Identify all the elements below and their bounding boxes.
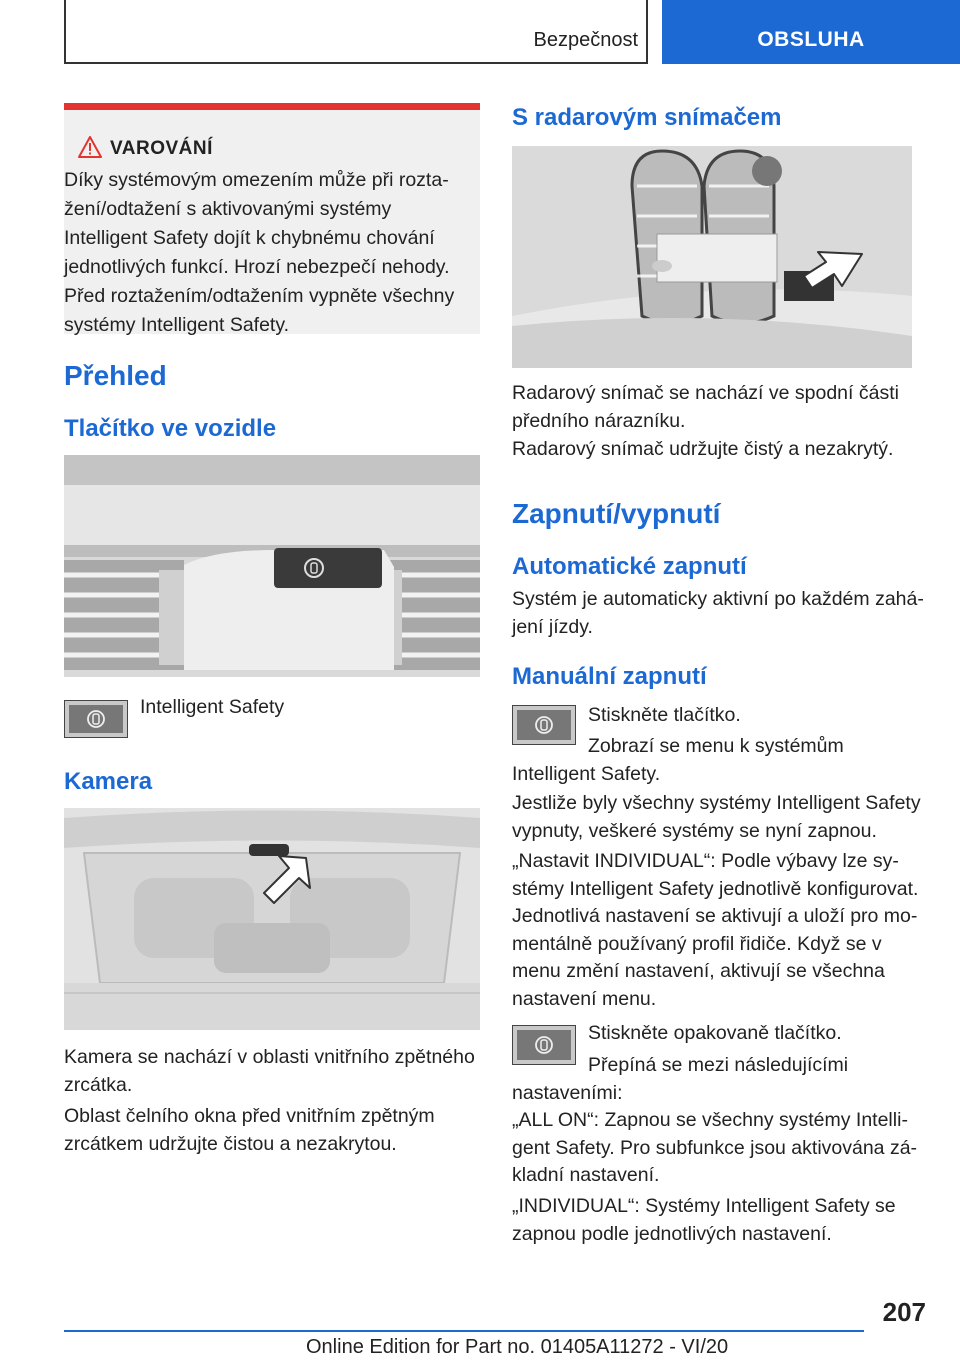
header-bar — [64, 0, 648, 64]
step-1-result: Zobrazí se menu k systémům Intelligent Safety. — [512, 735, 844, 785]
step-2-text: Stiskněte opakovaně tlačítko. — [588, 1022, 842, 1044]
warning-title: VAROVÁNÍ — [110, 138, 213, 159]
heading-radar: S radarovým snímačem — [512, 104, 782, 131]
warning-text: Díky systémovým omezením může při roztažení/odtažení s aktivovanými systémy Intelligent Safety dojít k chybnému chování jednotlivých funkcí. Hrozí nebezpečí nehody. Před roztažením/odtažením vypněte všechny systémy Intelligent Safety. — [64, 169, 455, 336]
footer-edition: Online Edition for Part no. 01405A11272 - VI/20 — [306, 1336, 729, 1358]
chapter-tab — [662, 0, 960, 64]
page-number: 207 — [882, 1297, 926, 1327]
warning-triangle-icon — [78, 136, 102, 158]
heading-tlacitko: Tlačítko ve vozidle — [64, 415, 277, 442]
heading-zapnuti: Zapnutí/vypnutí — [512, 498, 721, 529]
button-label: Intelligent Safety — [140, 696, 285, 718]
heading-manual: Manuální zapnutí — [512, 663, 707, 690]
chapter-tab-label: OBSLUHA — [757, 28, 865, 51]
paragraph-all-on: „ALL ON“: Zapnou se všechny systémy Intelligent Safety. Pro subfunkce jsou aktivována základní nastavení. — [512, 1109, 918, 1186]
heading-kamera: Kamera — [64, 768, 153, 795]
footer-divider — [64, 1330, 864, 1332]
paragraph-individual-2: „INDIVIDUAL“: Systémy Intelligent Safety se zapnou podle jednotlivých nastavení. — [512, 1195, 896, 1245]
heading-auto: Automatické zapnutí — [512, 553, 747, 580]
dashboard-button-image — [64, 455, 480, 677]
step-1-text: Stiskněte tlačítko. — [588, 704, 741, 726]
intelligent-safety-button-icon — [64, 700, 128, 738]
radar-paragraph-1: Radarový snímač se nachází ve spodní části předního nárazníku. — [512, 382, 899, 432]
warning-box — [64, 103, 480, 334]
camera-location-image — [64, 808, 480, 1030]
section-title: Bezpečnost — [533, 29, 638, 51]
step-2-result: Přepíná se mezi následujícími nastaveními: — [512, 1054, 849, 1104]
auto-paragraph: Systém je automaticky aktivní po každém zahájení jízdy. — [512, 588, 924, 638]
paragraph-individual: „Nastavit INDIVIDUAL“: Podle výbavy lze systémy Intelligent Safety jednotlivě konfigurovat. Jednotlivá nastavení se aktivují a uloží pro momentálně používaný profil řidiče. Když se v menu změní nastavení, aktivují se všechna nastavení menu. — [512, 850, 919, 1010]
paragraph-vypnuty: Jestliže byly všechny systémy Intelligent Safety vypnuty, veškeré systémy se nyní zapnou. — [512, 792, 921, 842]
kamera-paragraph-1: Kamera se nachází v oblasti vnitřního zpětného zrcátka. — [64, 1046, 475, 1096]
kamera-paragraph-2: Oblast čelního okna před vnitřním zpětným zrcátkem udržujte čistou a nezakrytou. — [64, 1105, 435, 1155]
radar-paragraph-2: Radarový snímač udržujte čistý a nezakrytý. — [512, 438, 894, 460]
heading-prehled: Přehled — [64, 360, 167, 391]
radar-sensor-image — [512, 146, 912, 368]
